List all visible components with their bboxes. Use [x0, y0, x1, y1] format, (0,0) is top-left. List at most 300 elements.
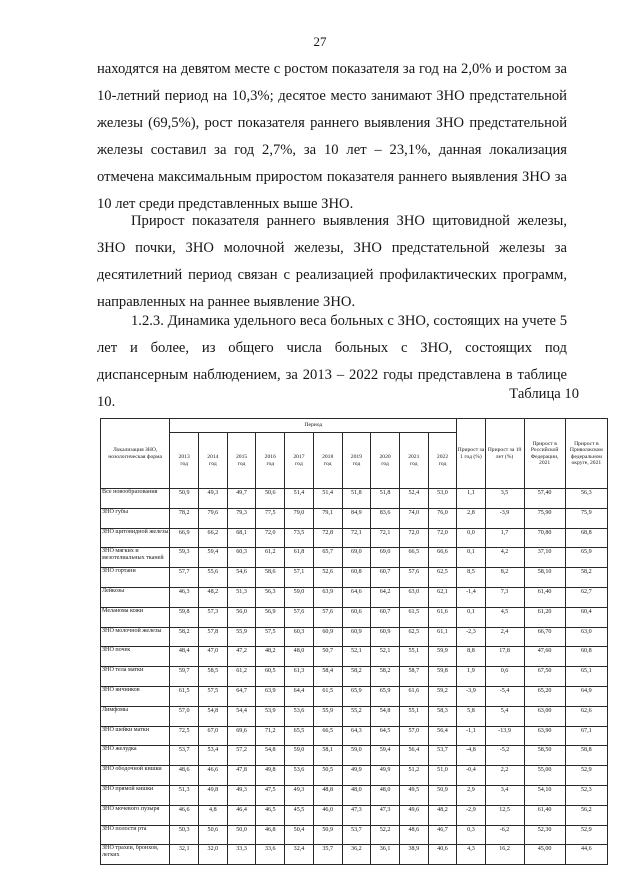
row-growth-10y: 8,2	[485, 568, 524, 588]
row-year-value: 55,1	[399, 647, 428, 667]
row-year-value: 60,7	[371, 607, 400, 627]
row-year-value: 66,5	[313, 726, 342, 746]
row-year-value: 33,3	[227, 845, 256, 865]
row-year-value: 53,6	[285, 766, 314, 786]
row-growth-rf: 61,20	[524, 607, 565, 627]
row-year-value: 4,8	[199, 805, 228, 825]
header-year	[428, 433, 457, 489]
row-growth-rf: 61,40	[524, 587, 565, 607]
table-row	[101, 508, 608, 528]
row-year-value: 47,5	[256, 785, 285, 805]
row-year-value: 49,8	[199, 785, 228, 805]
row-year-value: 32,4	[285, 845, 314, 865]
row-year-value: 57,6	[399, 568, 428, 588]
header-period: Период	[170, 419, 457, 433]
row-location: ЗНО мягких и мезотелиальных тканей	[101, 548, 170, 568]
row-year-value: 61,8	[285, 548, 314, 568]
row-growth-1y: -1,1	[457, 726, 485, 746]
row-year-value: 83,6	[371, 508, 400, 528]
header-year-number: 2019	[350, 454, 362, 461]
row-year-value: 49,7	[227, 489, 256, 509]
row-year-value: 50,0	[227, 825, 256, 845]
row-growth-fd: 75,9	[565, 508, 607, 528]
table-row	[101, 548, 608, 568]
row-growth-10y: 1,7	[485, 528, 524, 548]
header-year	[371, 433, 400, 489]
row-year-value: 61,1	[428, 627, 457, 647]
header-year-unit: год	[237, 460, 246, 467]
row-growth-fd: 52,9	[565, 825, 607, 845]
row-growth-10y: -5,4	[485, 686, 524, 706]
row-year-value: 40,6	[428, 845, 457, 865]
row-location: ЗНО гортани	[101, 568, 170, 588]
row-year-value: 50,6	[199, 825, 228, 845]
row-location: ЗНО желудка	[101, 746, 170, 766]
table-row	[101, 667, 608, 687]
row-growth-1y: 1,9	[457, 667, 485, 687]
row-year-value: 51,3	[227, 587, 256, 607]
header-year	[227, 433, 256, 489]
row-year-value: 48,4	[170, 647, 199, 667]
header-growth-1y: Прирост за 1 год (%)	[457, 419, 485, 489]
row-growth-1y: -2,3	[457, 627, 485, 647]
row-year-value: 56,4	[428, 726, 457, 746]
row-year-value: 72,8	[313, 528, 342, 548]
row-year-value: 49,3	[199, 489, 228, 509]
row-growth-rf: 70,80	[524, 528, 565, 548]
row-year-value: 57,3	[199, 607, 228, 627]
row-year-value: 60,9	[313, 627, 342, 647]
row-growth-10y: 16,2	[485, 845, 524, 865]
row-year-value: 59,0	[342, 746, 371, 766]
row-growth-1y: 2,9	[457, 785, 485, 805]
row-year-value: 54,8	[371, 706, 400, 726]
row-year-value: 51,3	[170, 785, 199, 805]
row-year-value: 61,2	[256, 548, 285, 568]
row-growth-1y: -0,4	[457, 766, 485, 786]
table-row	[101, 686, 608, 706]
row-year-value: 58,2	[342, 667, 371, 687]
row-growth-10y: 12,5	[485, 805, 524, 825]
row-year-value: 69,0	[371, 548, 400, 568]
row-year-value: 46,5	[256, 805, 285, 825]
row-year-value: 53,6	[285, 706, 314, 726]
row-growth-1y: 4,3	[457, 845, 485, 865]
row-year-value: 58,2	[170, 627, 199, 647]
row-year-value: 63,0	[399, 587, 428, 607]
row-year-value: 58,7	[399, 667, 428, 687]
table-row	[101, 528, 608, 548]
row-year-value: 50,9	[313, 825, 342, 845]
row-year-value: 46,6	[199, 766, 228, 786]
row-year-value: 72,5	[170, 726, 199, 746]
header-year	[313, 433, 342, 489]
row-location: ЗНО губы	[101, 508, 170, 528]
row-year-value: 46,7	[428, 825, 457, 845]
row-growth-10y: 3,4	[485, 785, 524, 805]
table-row	[101, 489, 608, 509]
row-growth-1y: 0,1	[457, 548, 485, 568]
row-year-value: 60,8	[342, 568, 371, 588]
row-year-value: 32,1	[170, 845, 199, 865]
row-location: ЗНО почек	[101, 647, 170, 667]
header-year	[285, 433, 314, 489]
row-growth-1y: 8,5	[457, 568, 485, 588]
row-year-value: 47,8	[227, 766, 256, 786]
row-year-value: 48,6	[399, 825, 428, 845]
row-location: ЗНО шейки матки	[101, 726, 170, 746]
row-year-value: 64,2	[371, 587, 400, 607]
table-row	[101, 568, 608, 588]
row-year-value: 53,7	[342, 825, 371, 845]
row-year-value: 59,0	[285, 746, 314, 766]
header-year-number: 2013	[178, 454, 190, 461]
row-growth-10y: 0,6	[485, 667, 524, 687]
paragraph-3-text: 1.2.3. Динамика удельного веса больных с ЗНО, состоящих на учете 5 лет и более, из общего числа больных с ЗНО, состоящих под диспансерным наблюдением, за 2013 – 2022 годы представлена в таблице 10.	[97, 313, 567, 410]
row-year-value: 49,3	[227, 785, 256, 805]
row-year-value: 58,6	[256, 568, 285, 588]
row-year-value: 49,9	[342, 766, 371, 786]
row-growth-10y: 7,3	[485, 587, 524, 607]
row-year-value: 51,4	[285, 489, 314, 509]
data-table	[100, 418, 608, 865]
row-growth-rf: 61,40	[524, 805, 565, 825]
row-year-value: 74,0	[399, 508, 428, 528]
row-year-value: 59,0	[285, 587, 314, 607]
row-year-value: 61,6	[399, 686, 428, 706]
row-growth-rf: 54,10	[524, 785, 565, 805]
row-location: Все новообразования	[101, 489, 170, 509]
row-year-value: 49,8	[256, 766, 285, 786]
row-year-value: 58,3	[428, 706, 457, 726]
row-year-value: 66,2	[199, 528, 228, 548]
row-year-value: 60,3	[227, 548, 256, 568]
row-growth-10y: 3,5	[485, 489, 524, 509]
row-year-value: 62,1	[428, 587, 457, 607]
row-year-value: 64,3	[342, 726, 371, 746]
row-year-value: 48,2	[256, 647, 285, 667]
row-growth-fd: 68,8	[565, 528, 607, 548]
row-year-value: 54,4	[227, 706, 256, 726]
row-growth-10y: 2,2	[485, 766, 524, 786]
row-location: ЗНО тела матки	[101, 667, 170, 687]
row-growth-rf: 55,00	[524, 766, 565, 786]
row-year-value: 50,7	[313, 647, 342, 667]
row-year-value: 55,6	[199, 568, 228, 588]
row-year-value: 57,6	[285, 607, 314, 627]
row-year-value: 64,4	[285, 686, 314, 706]
table-row	[101, 607, 608, 627]
row-location: ЗНО трахеи, бронхов, легких	[101, 845, 170, 865]
row-year-value: 57,5	[256, 627, 285, 647]
row-year-value: 65,7	[313, 548, 342, 568]
row-growth-10y: -3,9	[485, 508, 524, 528]
paragraph-1-text: находятся на девятом месте с ростом показателя за год на 2,0% и ростом за 10-летний период на 10,3%; десятое место занимают ЗНО предстательной железы (69,5%), рост показателя раннего выявления ЗНО предстательной железы составил за год 2,7%, за 10 лет – 23,1%, данная локализация отмечена максимальным приростом показателя раннего выявления ЗНО за 10 лет среди представленных выше ЗНО.	[97, 61, 567, 212]
row-year-value: 57,0	[170, 706, 199, 726]
row-growth-fd: 65,9	[565, 548, 607, 568]
row-year-value: 54,8	[256, 746, 285, 766]
row-growth-10y: -6,2	[485, 825, 524, 845]
paragraph-1	[97, 56, 567, 218]
row-year-value: 49,3	[285, 785, 314, 805]
row-growth-fd: 67,1	[565, 726, 607, 746]
row-year-value: 51,2	[399, 766, 428, 786]
row-year-value: 69,0	[342, 548, 371, 568]
paragraph-3	[97, 308, 567, 416]
row-growth-rf: 58,50	[524, 746, 565, 766]
row-growth-1y: 5,8	[457, 706, 485, 726]
row-year-value: 79,0	[285, 508, 314, 528]
row-year-value: 79,6	[199, 508, 228, 528]
row-growth-fd: 56,2	[565, 805, 607, 825]
row-location: ЗНО полости рта	[101, 825, 170, 845]
row-year-value: 61,5	[170, 686, 199, 706]
row-year-value: 59,4	[199, 548, 228, 568]
header-year	[199, 433, 228, 489]
row-year-value: 50,9	[170, 489, 199, 509]
row-year-value: 52,4	[399, 489, 428, 509]
header-year-number: 2018	[322, 454, 334, 461]
row-year-value: 59,8	[170, 607, 199, 627]
row-year-value: 60,3	[285, 627, 314, 647]
row-year-value: 54,6	[227, 568, 256, 588]
row-growth-1y: 8,8	[457, 647, 485, 667]
header-year-number: 2016	[264, 454, 276, 461]
row-year-value: 50,3	[170, 825, 199, 845]
row-growth-rf: 37,10	[524, 548, 565, 568]
row-growth-fd: 52,3	[565, 785, 607, 805]
table-row	[101, 726, 608, 746]
header-year-unit: год	[352, 460, 361, 467]
row-year-value: 61,2	[227, 667, 256, 687]
row-growth-1y: 2,8	[457, 508, 485, 528]
row-year-value: 57,8	[199, 627, 228, 647]
row-year-value: 33,6	[256, 845, 285, 865]
row-growth-fd: 56,3	[565, 489, 607, 509]
row-growth-fd: 64,9	[565, 686, 607, 706]
row-year-value: 36,2	[342, 845, 371, 865]
row-year-value: 49,9	[371, 766, 400, 786]
row-growth-10y: 2,4	[485, 627, 524, 647]
row-growth-1y: 1,1	[457, 489, 485, 509]
header-year-unit: год	[438, 460, 447, 467]
row-growth-rf: 58,10	[524, 568, 565, 588]
row-growth-1y: -1,4	[457, 587, 485, 607]
row-growth-fd: 65,1	[565, 667, 607, 687]
row-growth-rf: 63,90	[524, 726, 565, 746]
row-year-value: 62,5	[399, 627, 428, 647]
row-location: ЗНО молочной железы	[101, 627, 170, 647]
row-year-value: 79,3	[227, 508, 256, 528]
row-year-value: 61,3	[285, 667, 314, 687]
row-year-value: 57,2	[227, 746, 256, 766]
row-growth-1y: 0,0	[457, 528, 485, 548]
row-growth-fd: 58,8	[565, 746, 607, 766]
row-year-value: 60,9	[371, 627, 400, 647]
row-year-value: 59,4	[371, 746, 400, 766]
row-year-value: 51,4	[313, 489, 342, 509]
row-year-value: 53,7	[170, 746, 199, 766]
row-year-value: 60,5	[256, 667, 285, 687]
row-year-value: 59,2	[428, 686, 457, 706]
row-year-value: 66,9	[170, 528, 199, 548]
row-year-value: 49,6	[399, 805, 428, 825]
row-location: ЗНО яичников	[101, 686, 170, 706]
page-number: 27	[313, 34, 327, 49]
row-year-value: 63,9	[313, 587, 342, 607]
row-year-value: 59,7	[170, 667, 199, 687]
row-year-value: 57,1	[285, 568, 314, 588]
row-growth-10y: 5,4	[485, 706, 524, 726]
table-row	[101, 706, 608, 726]
row-year-value: 46,8	[256, 825, 285, 845]
row-year-value: 58,4	[313, 667, 342, 687]
row-year-value: 61,6	[428, 607, 457, 627]
row-year-value: 32,0	[199, 845, 228, 865]
row-growth-1y: -4,8	[457, 746, 485, 766]
row-year-value: 57,0	[399, 726, 428, 746]
row-year-value: 65,9	[371, 686, 400, 706]
row-year-value: 50,9	[428, 785, 457, 805]
header-year	[170, 433, 199, 489]
row-location: ЗНО ободочной кишки	[101, 766, 170, 786]
row-year-value: 58,5	[199, 667, 228, 687]
row-growth-fd: 62,6	[565, 706, 607, 726]
row-year-value: 55,1	[399, 706, 428, 726]
row-growth-fd: 60,8	[565, 647, 607, 667]
row-year-value: 57,5	[199, 686, 228, 706]
row-year-value: 51,8	[342, 489, 371, 509]
row-year-value: 51,8	[371, 489, 400, 509]
row-year-value: 48,2	[428, 805, 457, 825]
row-year-value: 50,5	[313, 766, 342, 786]
row-year-value: 46,3	[170, 587, 199, 607]
row-year-value: 49,5	[399, 785, 428, 805]
header-year	[342, 433, 371, 489]
header-year-unit: год	[180, 460, 188, 467]
row-year-value: 47,2	[227, 647, 256, 667]
row-year-value: 73,5	[285, 528, 314, 548]
row-year-value: 69,6	[227, 726, 256, 746]
row-year-value: 64,6	[342, 587, 371, 607]
header-year-unit: год	[323, 460, 332, 467]
row-growth-rf: 57,40	[524, 489, 565, 509]
row-year-value: 46,0	[313, 805, 342, 825]
row-growth-fd: 44,6	[565, 845, 607, 865]
row-year-value: 47,3	[342, 805, 371, 825]
row-year-value: 48,2	[199, 587, 228, 607]
table-row	[101, 825, 608, 845]
row-year-value: 51,0	[428, 766, 457, 786]
row-year-value: 46,6	[170, 805, 199, 825]
row-growth-rf: 63,00	[524, 706, 565, 726]
table-row	[101, 627, 608, 647]
row-growth-rf: 66,70	[524, 627, 565, 647]
table-row	[101, 587, 608, 607]
row-year-value: 72,0	[428, 528, 457, 548]
header-year	[256, 433, 285, 489]
row-year-value: 53,9	[256, 706, 285, 726]
row-growth-10y: 17,8	[485, 647, 524, 667]
row-year-value: 48,0	[285, 647, 314, 667]
row-year-value: 58,1	[313, 746, 342, 766]
header-year-unit: год	[295, 460, 303, 467]
row-year-value: 68,1	[227, 528, 256, 548]
row-growth-1y: 0,3	[457, 825, 485, 845]
header-year-number: 2014	[207, 454, 219, 461]
row-year-value: 76,0	[428, 508, 457, 528]
row-year-value: 57,6	[313, 607, 342, 627]
row-year-value: 58,2	[371, 667, 400, 687]
row-year-value: 38,9	[399, 845, 428, 865]
row-year-value: 62,5	[428, 568, 457, 588]
row-year-value: 45,5	[285, 805, 314, 825]
row-growth-10y: -13,9	[485, 726, 524, 746]
row-growth-10y: 4,2	[485, 548, 524, 568]
row-growth-1y: 0,1	[457, 607, 485, 627]
row-growth-rf: 45,00	[524, 845, 565, 865]
paragraph-2-text: Прирост показателя раннего выявления ЗНО щитовидной железы, ЗНО почки, ЗНО молочной железы, ЗНО предстательной железы за десятилетний период связан с реализацией профилактических программ, направленных на раннее выявление ЗНО.	[97, 213, 567, 310]
header-year-unit: год	[266, 460, 275, 467]
table-row	[101, 785, 608, 805]
header-growth-fd: Прирост в Приволжском федеральном округе, 2021	[565, 419, 607, 489]
row-year-value: 78,2	[170, 508, 199, 528]
row-year-value: 61,5	[399, 607, 428, 627]
row-year-value: 72,1	[342, 528, 371, 548]
header-year-number: 2022	[436, 454, 449, 461]
row-year-value: 63,9	[256, 686, 285, 706]
row-year-value: 55,9	[227, 627, 256, 647]
row-location: ЗНО мочевого пузыря	[101, 805, 170, 825]
row-year-value: 56,0	[227, 607, 256, 627]
row-year-value: 47,3	[371, 805, 400, 825]
header-year-unit: год	[209, 460, 217, 467]
row-year-value: 77,5	[256, 508, 285, 528]
header-year	[399, 433, 428, 489]
row-growth-fd: 60,4	[565, 607, 607, 627]
row-growth-rf: 52,30	[524, 825, 565, 845]
row-growth-fd: 58,2	[565, 568, 607, 588]
row-year-value: 55,9	[313, 706, 342, 726]
row-year-value: 46,4	[227, 805, 256, 825]
header-year-number: 2015	[235, 454, 248, 461]
row-growth-1y: -2,9	[457, 805, 485, 825]
row-year-value: 64,7	[227, 686, 256, 706]
row-year-value: 72,0	[256, 528, 285, 548]
row-year-value: 50,6	[256, 489, 285, 509]
row-growth-10y: 4,5	[485, 607, 524, 627]
row-year-value: 52,6	[313, 568, 342, 588]
row-year-value: 71,2	[256, 726, 285, 746]
row-year-value: 60,6	[342, 607, 371, 627]
row-year-value: 60,9	[342, 627, 371, 647]
row-year-value: 56,3	[256, 587, 285, 607]
row-year-value: 66,5	[399, 548, 428, 568]
row-year-value: 50,4	[285, 825, 314, 845]
row-year-value: 59,3	[170, 548, 199, 568]
row-growth-10y: -5,2	[485, 746, 524, 766]
row-year-value: 47,0	[199, 647, 228, 667]
header-location: Локализация ЗНО, нозологическая форма	[101, 419, 170, 489]
row-growth-rf: 75,90	[524, 508, 565, 528]
row-year-value: 65,9	[342, 686, 371, 706]
paragraph-2	[97, 208, 567, 316]
row-year-value: 60,7	[371, 568, 400, 588]
row-year-value: 72,0	[399, 528, 428, 548]
row-year-value: 52,1	[342, 647, 371, 667]
row-year-value: 53,4	[199, 746, 228, 766]
header-growth-rf: Прирост в Российской Федерации, 2021	[524, 419, 565, 489]
